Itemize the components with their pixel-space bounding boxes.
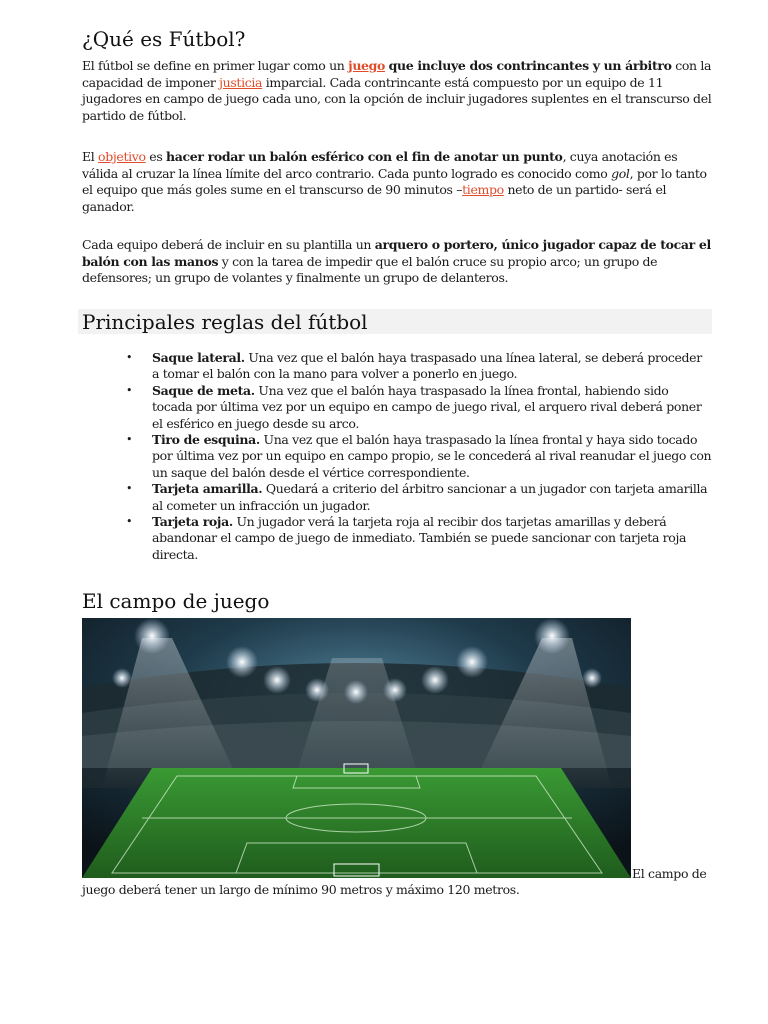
bullet-icon: • <box>126 383 133 397</box>
heading-que-es-futbol: ¿Qué es Fútbol? <box>82 27 246 51</box>
list-item: • Saque lateral. Una vez que el balón haya traspasado una línea lateral, se deberá proceder a tomar el balón con la mano para volver a ponerlo en juego. <box>126 350 702 382</box>
list-item: • Tiro de esquina. Una vez que el balón haya traspasado la línea frontal y haya sido tocado por última vez por un equipo en campo propio, se le concederá al rival reanudar el juego con un saque del balón desde el vértice correspondiente. <box>126 432 712 480</box>
team-paragraph: Cada equipo deberá de incluir en su plantilla un arquero o portero, único jugador capaz de tocar el balón con las manos y con la tarea de impedir que el balón cruce su propio arco; un grupo de defensores; un grupo de volantes y finalmente un grupo de delanteros. <box>82 237 711 285</box>
bullet-icon: • <box>126 515 133 529</box>
field-caption-start: El campo de <box>632 866 707 881</box>
link-tiempo[interactable]: tiempo <box>462 182 504 197</box>
link-juego[interactable]: juego <box>348 58 386 73</box>
heading-campo-de-juego: El campo de juego <box>82 589 270 613</box>
bullet-icon: • <box>126 482 133 496</box>
stadium-image <box>82 618 631 878</box>
link-objetivo[interactable]: objetivo <box>98 149 146 164</box>
rules-list <box>126 350 712 563</box>
bullet-icon: • <box>126 433 133 447</box>
link-justicia[interactable]: justicia <box>219 74 263 90</box>
objective-paragraph: El objetivo es hacer rodar un balón esférico con el fin de anotar un punto, cuya anotación es válida al cruzar la línea límite del arco contrario. Cada punto logrado es conocido como gol, por lo tanto el equipo que más goles sume en el transcurso de 90 minutos –tiempo neto de un partido- será el ganador. <box>82 149 707 214</box>
list-item: • Tarjeta amarilla. Quedará a criterio del árbitro sancionar a un jugador con tarjeta amarilla al cometer un infracción un jugador. <box>126 481 708 513</box>
intro-paragraph: El fútbol se define en primer lugar como un juego que incluye dos contrincantes y un árbitro con la capacidad de imponer justicia imparcial. Cada contrincante está compuesto por un equipo de 11 jugadores en campo de juego cada uno, con la opción de incluir jugadores suplentes en el transcurso del partido de fútbol. <box>82 58 712 123</box>
field-caption-end: juego deberá tener un largo de mínimo 90 metros y máximo 120 metros. <box>82 882 520 897</box>
bullet-icon: • <box>126 351 133 364</box>
heading-principales-reglas: Principales reglas del fútbol <box>78 309 712 334</box>
list-item: • Saque de meta. Una vez que el balón haya traspasado la línea frontal, habiendo sido tocada por última vez por un equipo en campo de juego rival, el arquero rival deberá poner el esférico en juego desde su arco. <box>126 382 702 431</box>
list-item: • Tarjeta roja. Un jugador verá la tarjeta roja al recibir dos tarjetas amarillas y deberá abandonar el campo de juego de inmediato. También se puede sancionar con tarjeta roja directa. <box>126 514 687 562</box>
